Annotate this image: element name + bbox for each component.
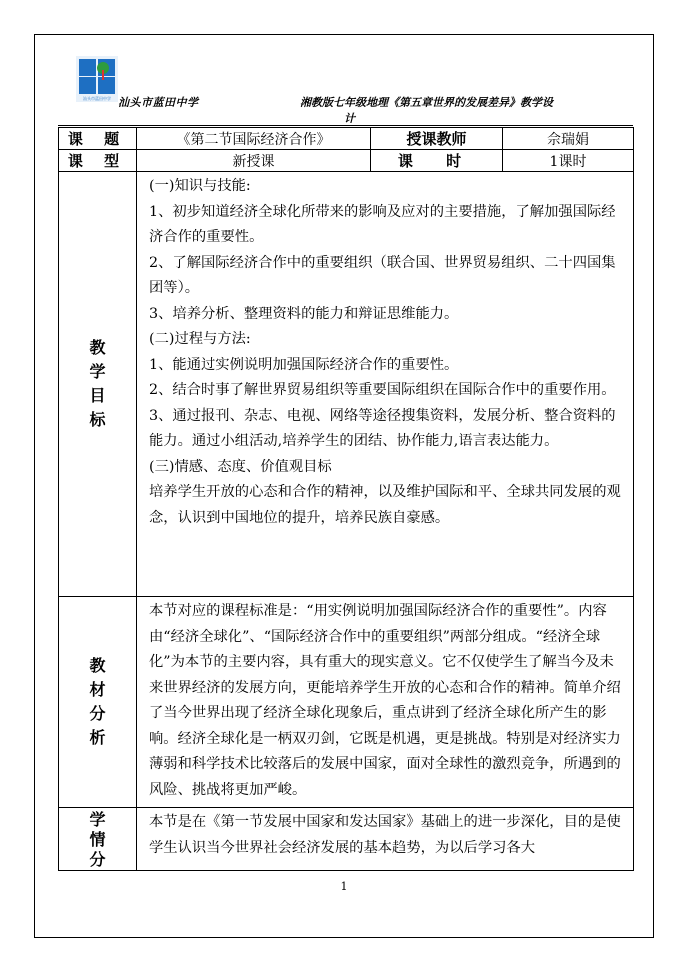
goals-paragraph: (二)过程与方法: xyxy=(149,331,251,347)
page-number: 1 xyxy=(340,880,348,893)
document-title: 湘教版七年级地理《第五章世界的发展差异》教学设 xyxy=(300,96,553,109)
materials-paragraph: 本节对应的课程标准是：“用实例说明加强国际经济合作的重要性”。内容由“经济全球化”、“国际经济合作中的重要组织”两部分组成。“经济全球化”为本节的主要内容，具有重大的现实意义。它不仅使学生了解当今及未来世界经济的发展方向，更能培养学生开放的心态和合作的精神。简单介绍了当今世界出现了经济全球化现象后，重点讲到了经济全球化所产生的影响。经济全球化是一柄双刃剑，它既是机遇，更是挑战。特别是对经济实力薄弱和科学技术比较落后的发展中国家，面对全球性的激烈竞争，所遇到的风险、挑战将更加严峻。 xyxy=(149,603,621,798)
student-analysis-content xyxy=(137,808,634,871)
school-logo xyxy=(76,56,118,102)
periods-label: 课 时 xyxy=(371,150,503,172)
teacher-label: 授课教师 xyxy=(371,128,503,150)
periods-value: 1课时 xyxy=(503,150,634,172)
header-rule xyxy=(58,125,633,126)
material-analysis-label: 教 材 分 析 xyxy=(59,597,137,808)
lesson-type-label: 课 型 xyxy=(59,150,137,172)
topic-label: 课 题 xyxy=(59,128,137,150)
lesson-type-value: 新授课 xyxy=(137,150,371,172)
lesson-plan-table xyxy=(58,127,634,871)
table-row xyxy=(59,150,634,172)
goals-paragraph: 2、了解国际经济合作中的重要组织（联合国、世界贸易组织、二十四国集团等）。 xyxy=(149,254,616,296)
goals-paragraph: (三)情感、态度、价值观目标 xyxy=(149,458,332,475)
goals-paragraph: 1、初步知道经济全球化所带来的影响及应对的主要措施，了解加强国际经济合作的重要性。 xyxy=(149,203,616,245)
svg-text:汕头市蓝田中学: 汕头市蓝田中学 xyxy=(83,96,111,101)
goals-paragraph: (一)知识与技能: xyxy=(149,178,251,194)
document-title-continued: 计 xyxy=(344,112,355,125)
school-name: 汕头市蓝田中学 xyxy=(118,96,199,109)
goals-paragraph: 3、培养分析、整理资料的能力和辩证思维能力。 xyxy=(149,305,459,322)
teaching-goals-label: 教 学 目 标 xyxy=(59,172,137,597)
table-row xyxy=(59,597,634,808)
goals-paragraph: 2、结合时事了解世界贸易组织等重要国际组织在国际合作中的重要作用。 xyxy=(149,382,616,398)
goals-paragraph: 3、通过报刊、杂志、电视、网络等途径搜集资料，发展分析、整合资料的能力。通过小组活动,培养学生的团结、协作能力,语言表达能力。 xyxy=(149,407,616,449)
topic-value: 《第二节国际经济合作》 xyxy=(137,128,371,150)
student-analysis-label: 学 情 分 xyxy=(59,808,137,871)
goals-paragraph: 培养学生开放的心态和合作的精神，以及维护国际和平、全球共同发展的观念，认识到中国地位的提升，培养民族自豪感。 xyxy=(149,484,621,526)
material-analysis-content xyxy=(137,597,634,808)
table-row xyxy=(59,128,634,150)
teacher-value: 佘瑞娟 xyxy=(503,128,634,150)
students-paragraph: 本节是在《第一节发展中国家和发达国家》基础上的进一步深化，目的是使学生认识当今世界社会经济发展的基本趋势，为以后学习各大 xyxy=(149,814,621,856)
teaching-goals-content xyxy=(137,172,634,597)
table-row xyxy=(59,172,634,597)
goals-paragraph: 1、能通过实例说明加强国际经济合作的重要性。 xyxy=(149,356,459,373)
table-row xyxy=(59,808,634,871)
